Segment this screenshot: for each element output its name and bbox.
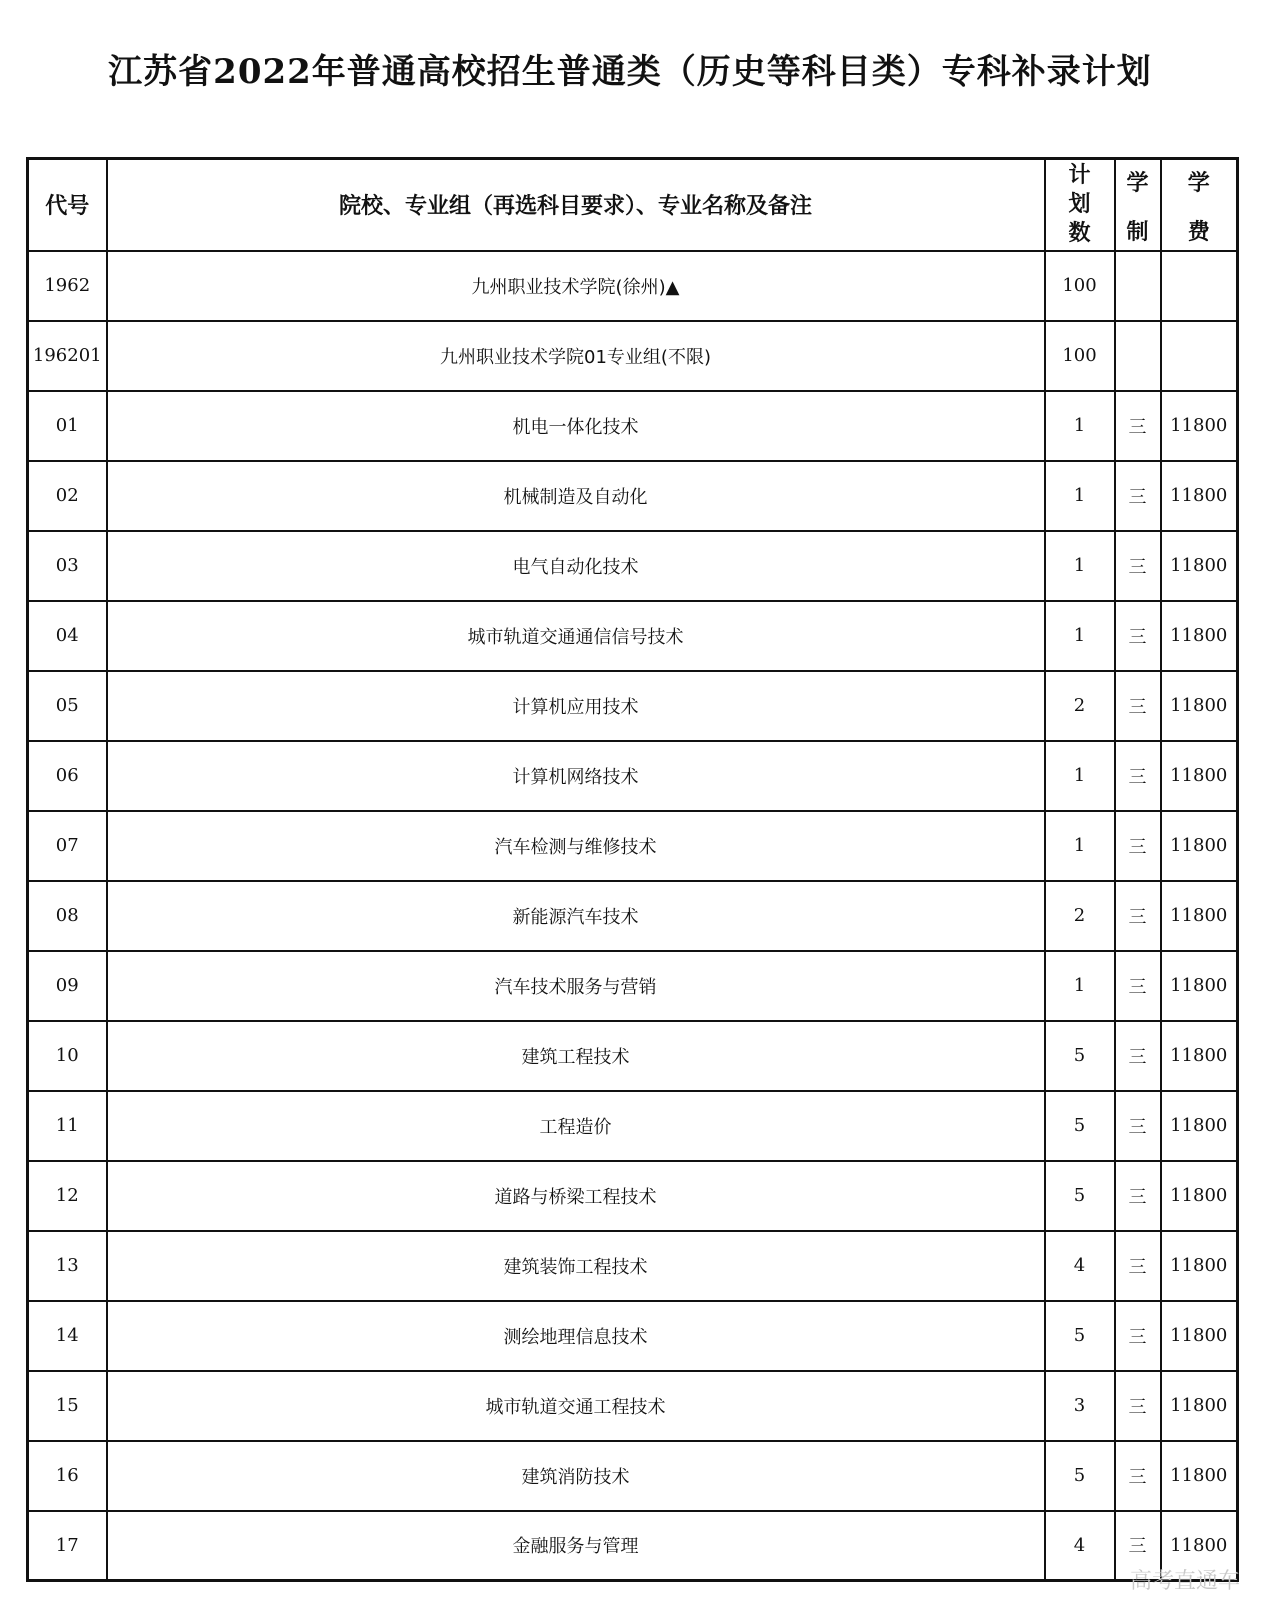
- cell-plan: 2: [1045, 881, 1115, 951]
- watermark-text: 高考直通车: [1129, 1569, 1240, 1594]
- cell-fee: 11800: [1161, 1441, 1238, 1511]
- cell-name: 汽车检测与维修技术: [107, 811, 1045, 881]
- cell-fee: 11800: [1161, 811, 1238, 881]
- cell-plan: 1: [1045, 391, 1115, 461]
- cell-duration: 三: [1115, 531, 1161, 601]
- table-row: [28, 1021, 1238, 1091]
- cell-name: 建筑工程技术: [107, 1021, 1045, 1091]
- cell-name: 汽车技术服务与营销: [107, 951, 1045, 1021]
- cell-name: 电气自动化技术: [107, 531, 1045, 601]
- cell-fee: [1161, 251, 1238, 321]
- cell-fee: 11800: [1161, 741, 1238, 811]
- table-row: [28, 321, 1238, 391]
- cell-plan: 3: [1045, 1371, 1115, 1441]
- cell-fee: 11800: [1161, 1371, 1238, 1441]
- cell-fee: 11800: [1161, 1091, 1238, 1161]
- cell-duration: 三: [1115, 1161, 1161, 1231]
- cell-code: 11: [28, 1091, 107, 1161]
- cell-plan: 1: [1045, 741, 1115, 811]
- cell-fee: 11800: [1161, 391, 1238, 461]
- cell-name: 九州职业技术学院01专业组(不限): [107, 321, 1045, 391]
- table-row: [28, 1511, 1238, 1581]
- cell-code: 17: [28, 1511, 107, 1581]
- cell-code: 09: [28, 951, 107, 1021]
- header-plan: [1045, 159, 1115, 251]
- table-row: [28, 251, 1238, 321]
- cell-fee: 11800: [1161, 1511, 1238, 1581]
- cell-plan: 1: [1045, 951, 1115, 1021]
- cell-duration: 三: [1115, 1511, 1161, 1581]
- table-row: [28, 601, 1238, 671]
- cell-fee: 11800: [1161, 601, 1238, 671]
- cell-code: 196201: [28, 321, 107, 391]
- cell-name: 建筑装饰工程技术: [107, 1231, 1045, 1301]
- header-fee: [1161, 159, 1238, 251]
- cell-fee: 11800: [1161, 881, 1238, 951]
- cell-name: 计算机应用技术: [107, 671, 1045, 741]
- cell-name: 测绘地理信息技术: [107, 1301, 1045, 1371]
- cell-code: 08: [28, 881, 107, 951]
- cell-plan: 1: [1045, 601, 1115, 671]
- header-duration: [1115, 159, 1161, 251]
- header-plan-char-1: 计: [1068, 163, 1091, 189]
- cell-duration: 三: [1115, 1021, 1161, 1091]
- cell-name: 计算机网络技术: [107, 741, 1045, 811]
- cell-name: 城市轨道交通通信信号技术: [107, 601, 1045, 671]
- header-fee-char-1: 学: [1187, 171, 1210, 196]
- table-row: [28, 1161, 1238, 1231]
- cell-code: 04: [28, 601, 107, 671]
- cell-code: 10: [28, 1021, 107, 1091]
- table-row: [28, 811, 1238, 881]
- cell-plan: 2: [1045, 671, 1115, 741]
- table-row: [28, 1231, 1238, 1301]
- cell-fee: 11800: [1161, 671, 1238, 741]
- header-duration-char-2: 制: [1126, 219, 1149, 245]
- table-row: [28, 391, 1238, 461]
- table-header-row: [28, 159, 1238, 251]
- cell-name: 机电一体化技术: [107, 391, 1045, 461]
- cell-name: 工程造价: [107, 1091, 1045, 1161]
- header-name: 院校、专业组（再选科目要求）、专业名称及备注: [107, 159, 1045, 251]
- cell-name: 机械制造及自动化: [107, 461, 1045, 531]
- cell-plan: 4: [1045, 1231, 1115, 1301]
- header-duration-char-1: 学: [1126, 171, 1149, 196]
- table-row: [28, 1301, 1238, 1371]
- cell-name: 金融服务与管理: [107, 1511, 1045, 1581]
- header-plan-char-2: 划: [1068, 192, 1091, 218]
- cell-plan: 5: [1045, 1161, 1115, 1231]
- cell-duration: [1115, 321, 1161, 391]
- cell-plan: 1: [1045, 811, 1115, 881]
- cell-duration: 三: [1115, 391, 1161, 461]
- page-title: 江苏省2022年普通高校招生普通类（历史等科目类）专科补录计划: [108, 52, 1152, 92]
- cell-code: 16: [28, 1441, 107, 1511]
- header-code: 代号: [28, 159, 107, 251]
- cell-plan: 100: [1045, 251, 1115, 321]
- cell-fee: [1161, 321, 1238, 391]
- cell-code: 15: [28, 1371, 107, 1441]
- cell-duration: 三: [1115, 601, 1161, 671]
- cell-code: 14: [28, 1301, 107, 1371]
- cell-fee: 11800: [1161, 461, 1238, 531]
- table-row: [28, 1441, 1238, 1511]
- cell-plan: 5: [1045, 1441, 1115, 1511]
- cell-name: 九州职业技术学院(徐州)▲: [107, 251, 1045, 321]
- table-row: [28, 1371, 1238, 1441]
- cell-plan: 5: [1045, 1301, 1115, 1371]
- table-row: [28, 1091, 1238, 1161]
- table-row: [28, 951, 1238, 1021]
- header-fee-char-2: 费: [1187, 219, 1210, 245]
- cell-code: 06: [28, 741, 107, 811]
- table-body: [28, 251, 1238, 1581]
- plan-table: [26, 157, 1239, 1582]
- cell-duration: [1115, 251, 1161, 321]
- cell-duration: 三: [1115, 1371, 1161, 1441]
- cell-name: 建筑消防技术: [107, 1441, 1045, 1511]
- cell-duration: 三: [1115, 1301, 1161, 1371]
- cell-plan: 4: [1045, 1511, 1115, 1581]
- cell-code: 13: [28, 1231, 107, 1301]
- cell-plan: 100: [1045, 321, 1115, 391]
- cell-fee: 11800: [1161, 1231, 1238, 1301]
- cell-duration: 三: [1115, 811, 1161, 881]
- table-row: [28, 671, 1238, 741]
- table-row: [28, 531, 1238, 601]
- cell-duration: 三: [1115, 881, 1161, 951]
- cell-duration: 三: [1115, 1091, 1161, 1161]
- header-plan-char-3: 数: [1068, 221, 1091, 247]
- cell-name: 道路与桥梁工程技术: [107, 1161, 1045, 1231]
- cell-name: 新能源汽车技术: [107, 881, 1045, 951]
- cell-fee: 11800: [1161, 1021, 1238, 1091]
- cell-duration: 三: [1115, 951, 1161, 1021]
- cell-code: 05: [28, 671, 107, 741]
- table-row: [28, 461, 1238, 531]
- cell-code: 07: [28, 811, 107, 881]
- cell-code: 03: [28, 531, 107, 601]
- cell-code: 1962: [28, 251, 107, 321]
- cell-plan: 5: [1045, 1091, 1115, 1161]
- cell-duration: 三: [1115, 741, 1161, 811]
- cell-duration: 三: [1115, 1441, 1161, 1511]
- cell-plan: 1: [1045, 461, 1115, 531]
- cell-duration: 三: [1115, 1231, 1161, 1301]
- cell-fee: 11800: [1161, 1161, 1238, 1231]
- table-row: [28, 881, 1238, 951]
- cell-duration: 三: [1115, 461, 1161, 531]
- cell-code: 12: [28, 1161, 107, 1231]
- cell-duration: 三: [1115, 671, 1161, 741]
- cell-name: 城市轨道交通工程技术: [107, 1371, 1045, 1441]
- cell-plan: 5: [1045, 1021, 1115, 1091]
- cell-fee: 11800: [1161, 951, 1238, 1021]
- cell-fee: 11800: [1161, 1301, 1238, 1371]
- cell-plan: 1: [1045, 531, 1115, 601]
- table-row: [28, 741, 1238, 811]
- cell-code: 01: [28, 391, 107, 461]
- cell-fee: 11800: [1161, 531, 1238, 601]
- cell-code: 02: [28, 461, 107, 531]
